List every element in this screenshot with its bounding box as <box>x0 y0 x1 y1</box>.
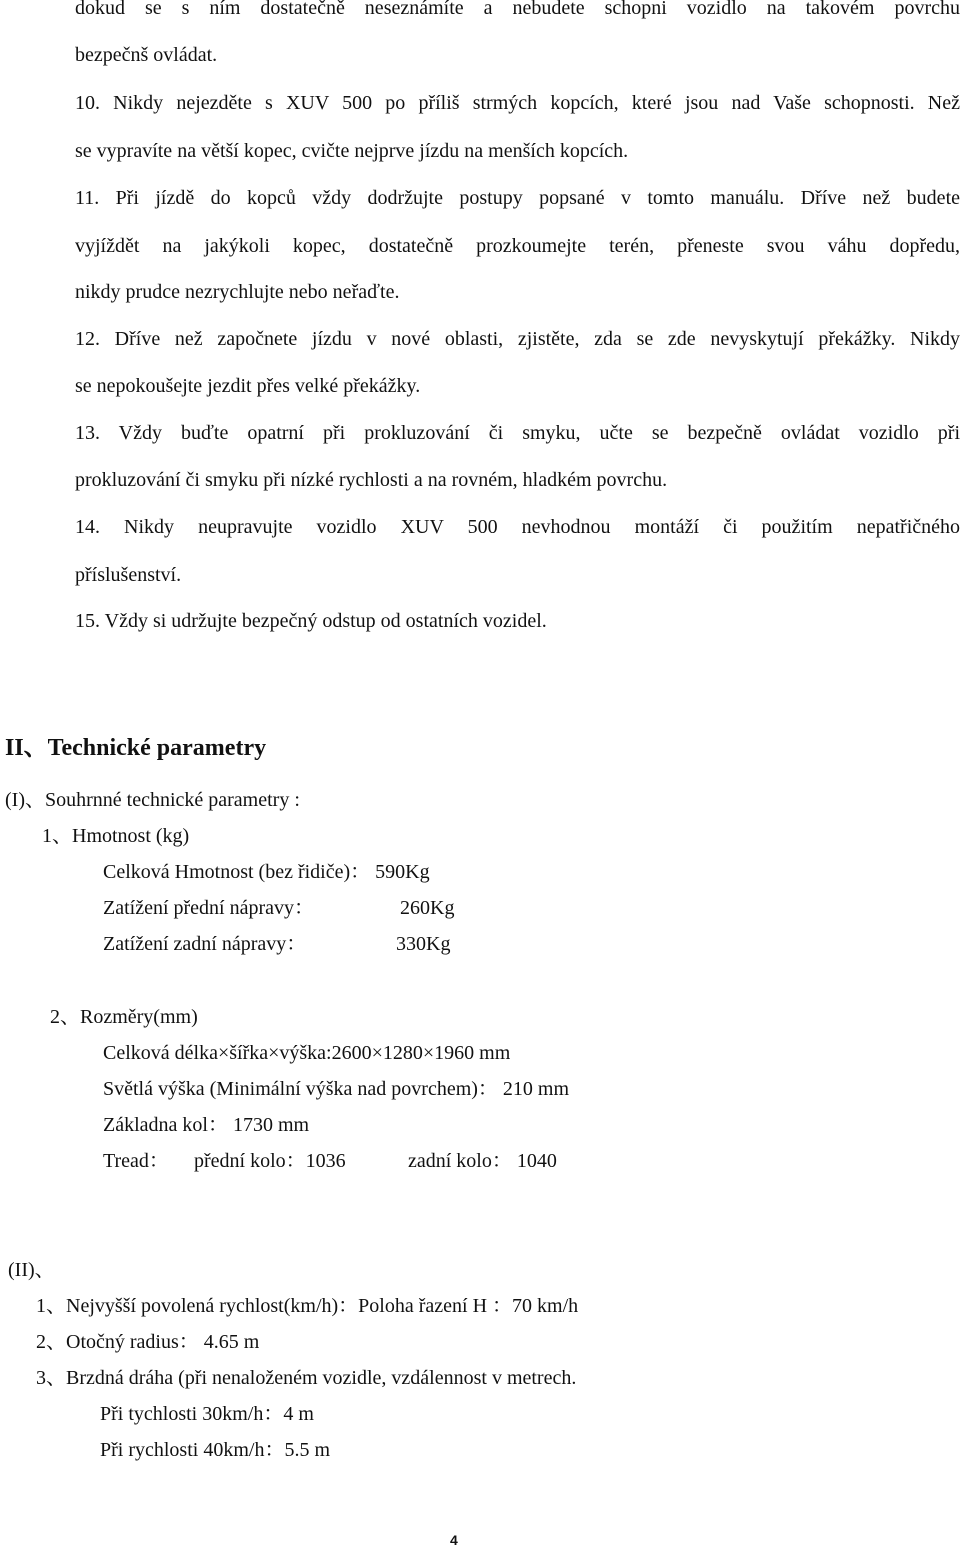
tread-label: Tread： <box>103 1150 169 1172</box>
subsection-performance: (II)、 <box>8 1259 55 1281</box>
braking-30kmh: Při tychlosti 30km/h：4 m <box>100 1403 314 1425</box>
section-title: II、Technické parametry <box>5 735 267 761</box>
tread-rear: zadní kolo： 1040 <box>408 1150 557 1172</box>
max-speed: 1、Nejvyšší povolená rychlost(km/h)：Poloha řazení H ：70 km/h <box>36 1295 579 1317</box>
weight-heading: 1、Hmotnost (kg) <box>42 825 190 847</box>
warning-13-line-1: 13. Vždy buďte opatrní při prokluzování či smyku, učte se bezpečně ovládat vozidlo při <box>75 422 960 444</box>
warning-9-line-2: bezpečnš ovládat. <box>75 44 218 66</box>
front-axle-value: 260Kg <box>400 897 455 919</box>
warning-14-line-2: příslušenství. <box>75 564 182 586</box>
braking-40kmh: Při rychlosti 40km/h：5.5 m <box>100 1439 330 1461</box>
total-weight: Celková Hmotnost (bez řidiče)： 590Kg <box>103 861 430 883</box>
turning-radius: 2、Otočný radius： 4.65 m <box>36 1331 260 1353</box>
dimensions-heading: 2、Rozměry(mm) <box>50 1006 198 1028</box>
ground-clearance: Světlá výška (Minimální výška nad povrchem)： 210 mm <box>103 1078 570 1100</box>
subsection-general-params: (I)、Souhrnné technické parametry : <box>5 789 300 811</box>
warning-14-line-1: 14. Nikdy neupravujte vozidlo XUV 500 nevhodnou montáží či použitím nepatřičného <box>75 516 960 538</box>
warning-13-line-2: prokluzování či smyku při nízké rychlosti a na rovném, hladkém povrchu. <box>75 469 668 491</box>
warning-10-line-1: 10. Nikdy nejezděte s XUV 500 po příliš strmých kopcích, které jsou nad Vaše schopnosti. Než <box>75 92 960 114</box>
rear-axle-label: Zatížení zadní nápravy： <box>103 933 307 955</box>
warning-11-line-1: 11. Při jízdě do kopců vždy dodržujte postupy popsané v tomto manuálu. Dříve než budete <box>75 187 960 209</box>
warning-9-line-1: dokud se s ním dostatečně neseznámíte a nebudete schopni vozidlo na takovém povrchu <box>75 0 960 19</box>
warning-12-line-2: se nepokoušejte jezdit přes velké překážky. <box>75 375 421 397</box>
braking-distance-heading: 3、Brzdná dráha (při nenaloženém vozidle, vzdálennost v metrech. <box>36 1367 577 1389</box>
tread-front: přední kolo：1036 <box>194 1150 346 1172</box>
warning-11-line-2: vyjíždět na jakýkoli kopec, dostatečně prozkoumejte terén, přeneste svou váhu dopředu, <box>75 235 960 257</box>
warning-11-line-3: nikdy prudce nezrychlujte nebo neřaďte. <box>75 281 400 303</box>
warning-10-line-2: se vypravíte na větší kopec, cvičte nejprve jízdu na menších kopcích. <box>75 140 629 162</box>
wheelbase: Základna kol： 1730 mm <box>103 1114 310 1136</box>
front-axle-label: Zatížení přední nápravy： <box>103 897 315 919</box>
rear-axle-value: 330Kg <box>396 933 451 955</box>
overall-dimensions: Celková délka×šířka×výška:2600×1280×1960 mm <box>103 1042 511 1064</box>
page-number: 4 <box>450 1532 458 1548</box>
warning-12-line-1: 12. Dříve než započnete jízdu v nové oblasti, zjistěte, zda se zde nevyskytují překážky. Nikdy <box>75 328 960 350</box>
warning-15-line-1: 15. Vždy si udržujte bezpečný odstup od ostatních vozidel. <box>75 610 547 632</box>
